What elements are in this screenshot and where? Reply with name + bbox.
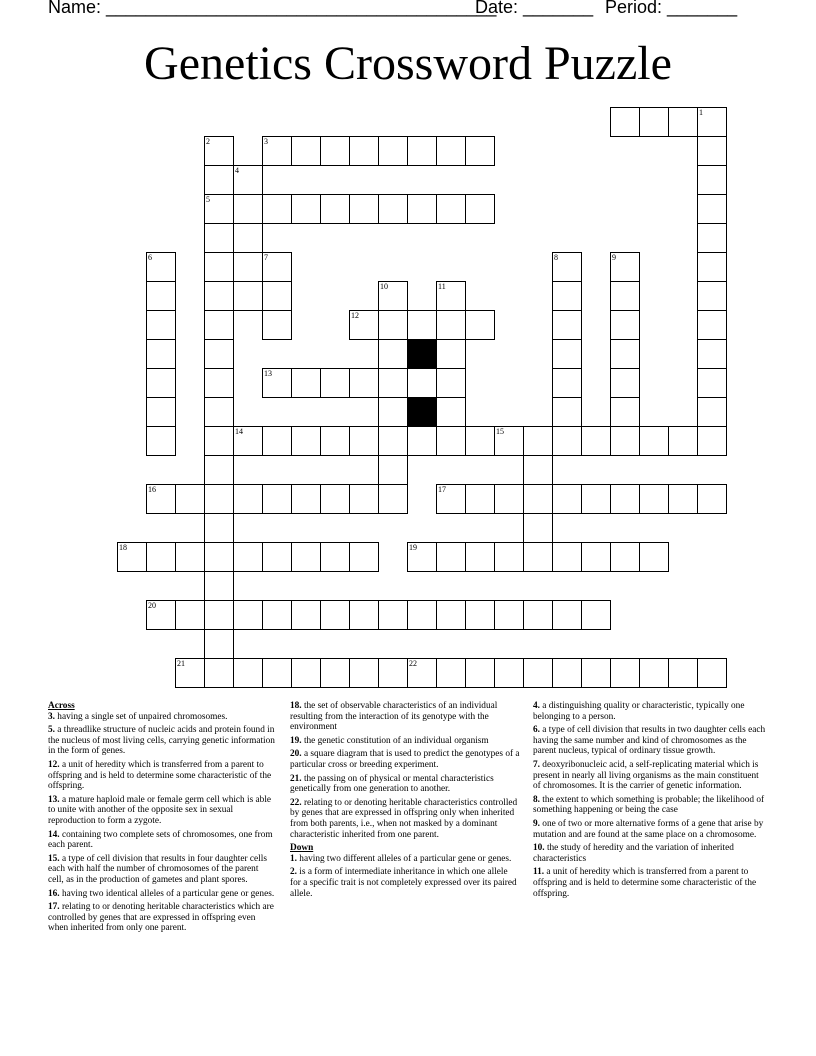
down-clue	[533, 843, 767, 864]
crossword-cell[interactable]	[610, 542, 640, 572]
crossword-cell[interactable]	[204, 455, 234, 485]
crossword-cell[interactable]	[436, 368, 466, 398]
crossword-cell[interactable]	[233, 252, 263, 282]
crossword-cell[interactable]	[436, 484, 466, 514]
crossword-cell[interactable]	[204, 513, 234, 543]
crossword-cell[interactable]	[175, 600, 205, 630]
clue-text: a type of cell division that results in two daughter cells each having the same number and kind of chromosomes as the parent nucleus, typical of ordinary tissue growth.	[533, 725, 766, 757]
crossword-cell[interactable]	[610, 658, 640, 688]
crossword-cell[interactable]	[117, 542, 147, 572]
crossword-cell[interactable]	[320, 658, 350, 688]
clue-text: one of two or more alternative forms of a gene that arise by mutation and are found at the same place on a chromosome.	[533, 818, 764, 840]
crossword-cell[interactable]	[291, 600, 321, 630]
clue-text: the genetic constitution of an individual organism	[301, 735, 489, 746]
crossword-cell[interactable]	[407, 658, 437, 688]
crossword-cell[interactable]	[523, 426, 553, 456]
clue-number-label: 7.	[533, 759, 540, 770]
clue-text: having two identical alleles of a particular gene or genes.	[59, 888, 275, 899]
crossword-cell[interactable]	[697, 484, 727, 514]
clue-number-label: 11.	[533, 867, 545, 878]
crossword-cell[interactable]	[204, 368, 234, 398]
down-clue	[533, 795, 767, 816]
clue-number-label: 5.	[48, 725, 55, 736]
across-heading: Across	[48, 701, 75, 711]
crossword-cell[interactable]	[697, 368, 727, 398]
crossword-cell[interactable]	[465, 658, 495, 688]
crossword-cell[interactable]	[697, 310, 727, 340]
crossword-cell[interactable]	[204, 281, 234, 311]
crossword-cell[interactable]	[378, 397, 408, 427]
crossword-cell[interactable]	[436, 397, 466, 427]
crossword-cell[interactable]	[552, 281, 582, 311]
clue-number-label: 1.	[290, 853, 297, 864]
crossword-cell[interactable]	[320, 542, 350, 572]
crossword-cell[interactable]	[581, 542, 611, 572]
crossword-cell[interactable]	[204, 426, 234, 456]
crossword-cell[interactable]	[552, 484, 582, 514]
clue-number: 20	[148, 601, 156, 610]
crossword-cell[interactable]	[378, 600, 408, 630]
down-clue-list-continued	[533, 701, 767, 899]
crossword-cell[interactable]	[146, 542, 176, 572]
across-clue	[290, 749, 520, 770]
crossword-cell[interactable]	[262, 194, 292, 224]
crossword-cell[interactable]	[523, 542, 553, 572]
crossword-cell[interactable]	[465, 600, 495, 630]
clue-text: the extent to which something is probable; the likelihood of something happening or being the case	[533, 794, 765, 816]
crossword-cell[interactable]	[436, 194, 466, 224]
clue-text: having two different alleles of a particular gene or genes.	[296, 853, 512, 864]
crossword-cell[interactable]	[378, 339, 408, 369]
crossword-cell[interactable]	[349, 484, 379, 514]
clue-number: 3	[264, 137, 268, 146]
crossword-cell[interactable]	[552, 542, 582, 572]
crossword-cell[interactable]	[262, 281, 292, 311]
crossword-cell[interactable]	[233, 165, 263, 195]
clue-number: 16	[148, 485, 156, 494]
crossword-cell[interactable]	[552, 397, 582, 427]
crossword-cell[interactable]	[668, 426, 698, 456]
date-field[interactable]: Date: _______	[475, 0, 594, 17]
clue-number: 10	[380, 282, 388, 291]
crossword-cell[interactable]	[639, 658, 669, 688]
crossword-cell[interactable]	[146, 484, 176, 514]
crossword-cell[interactable]	[610, 252, 640, 282]
across-clue	[48, 760, 276, 792]
crossword-cell[interactable]	[320, 194, 350, 224]
crossword-cell[interactable]	[175, 484, 205, 514]
crossword-cell[interactable]	[378, 281, 408, 311]
clue-number: 6	[148, 253, 152, 262]
crossword-cell[interactable]	[291, 658, 321, 688]
crossword-cell[interactable]	[233, 426, 263, 456]
crossword-cell[interactable]	[407, 600, 437, 630]
across-clue	[48, 854, 276, 886]
crossword-cell[interactable]	[320, 600, 350, 630]
clues-column-2	[290, 701, 520, 902]
crossword-cell[interactable]	[610, 310, 640, 340]
clue-number-label: 9.	[533, 818, 540, 829]
crossword-cell[interactable]	[291, 542, 321, 572]
crossword-cell[interactable]	[407, 310, 437, 340]
crossword-cell[interactable]	[668, 484, 698, 514]
crossword-cell[interactable]	[610, 107, 640, 137]
across-clue	[290, 798, 520, 840]
crossword-cell[interactable]	[668, 107, 698, 137]
crossword-cell[interactable]	[233, 281, 263, 311]
clue-number-label: 2.	[290, 867, 297, 878]
crossword-cell[interactable]	[291, 484, 321, 514]
crossword-cell[interactable]	[291, 426, 321, 456]
crossword-cell[interactable]	[697, 165, 727, 195]
clue-number-label: 17.	[48, 902, 60, 913]
crossword-cell[interactable]	[204, 194, 234, 224]
crossword-cell[interactable]	[175, 542, 205, 572]
crossword-cell[interactable]	[320, 368, 350, 398]
crossword-cell[interactable]	[378, 658, 408, 688]
crossword-cell[interactable]	[610, 339, 640, 369]
crossword-cell[interactable]	[552, 339, 582, 369]
crossword-cell[interactable]	[204, 629, 234, 659]
clue-number-label: 18.	[290, 701, 302, 711]
crossword-cell[interactable]	[407, 194, 437, 224]
crossword-cell[interactable]	[349, 658, 379, 688]
clue-number-label: 21.	[290, 773, 302, 784]
crossword-cell[interactable]	[552, 368, 582, 398]
down-clue	[290, 867, 520, 899]
crossword-cell[interactable]	[465, 194, 495, 224]
down-clue	[533, 701, 767, 722]
crossword-cell[interactable]	[146, 310, 176, 340]
clue-number: 22	[409, 659, 417, 668]
crossword-cell[interactable]	[204, 310, 234, 340]
crossword-cell[interactable]	[697, 223, 727, 253]
crossword-cell[interactable]	[697, 194, 727, 224]
clue-number-label: 14.	[48, 829, 60, 840]
clue-number-label: 15.	[48, 853, 60, 864]
across-clue	[48, 889, 276, 900]
crossword-cell[interactable]	[465, 136, 495, 166]
crossword-cell[interactable]	[494, 600, 524, 630]
crossword-cell[interactable]	[436, 339, 466, 369]
clue-text: a type of cell division that results in four daughter cells each with half the number of chromosomes of the parent cell, as in the production of gametes and plant spores.	[48, 853, 267, 885]
crossword-cell[interactable]	[523, 484, 553, 514]
crossword-cell[interactable]	[262, 658, 292, 688]
crossword-cell[interactable]	[523, 600, 553, 630]
crossword-cell[interactable]	[349, 194, 379, 224]
crossword-cell[interactable]	[291, 368, 321, 398]
clues-column-3	[533, 701, 767, 902]
crossword-cell[interactable]	[697, 136, 727, 166]
clue-number-label: 8.	[533, 794, 540, 805]
clue-number-label: 19.	[290, 735, 302, 746]
down-clue	[533, 760, 767, 792]
crossword-cell[interactable]	[204, 136, 234, 166]
crossword-cell[interactable]	[697, 281, 727, 311]
crossword-cell[interactable]	[146, 397, 176, 427]
crossword-cell[interactable]	[204, 571, 234, 601]
crossword-cell[interactable]	[320, 484, 350, 514]
crossword-cell[interactable]	[697, 658, 727, 688]
crossword-cell[interactable]	[204, 252, 234, 282]
clue-text: containing two complete sets of chromosomes, one from each parent.	[48, 829, 273, 851]
crossword-cell[interactable]	[291, 136, 321, 166]
crossword-cell[interactable]	[146, 426, 176, 456]
clue-number: 12	[351, 311, 359, 320]
clue-number-label: 13.	[48, 794, 60, 805]
name-field[interactable]: Name: _______________________________________	[48, 0, 497, 17]
crossword-cell[interactable]	[378, 136, 408, 166]
crossword-cell[interactable]	[233, 484, 263, 514]
clue-text: a mature haploid male or female germ cell which is able to unite with another of the opposite sex in sexual reproduction to form a zygote.	[48, 794, 272, 826]
clue-text: a square diagram that is used to predict the genotypes of a particular cross or breeding experiment.	[290, 749, 520, 770]
crossword-cell[interactable]	[378, 484, 408, 514]
crossword-cell[interactable]	[378, 426, 408, 456]
crossword-cell[interactable]	[262, 252, 292, 282]
down-heading: Down	[290, 843, 314, 854]
crossword-cell[interactable]	[407, 542, 437, 572]
crossword-cell[interactable]	[523, 658, 553, 688]
across-clue	[48, 712, 276, 723]
crossword-cell[interactable]	[552, 426, 582, 456]
clue-number: 14	[235, 427, 243, 436]
across-clue	[48, 902, 276, 934]
crossword-cell[interactable]	[610, 281, 640, 311]
crossword-cell[interactable]	[610, 426, 640, 456]
crossword-cell[interactable]	[523, 455, 553, 485]
crossword-cell[interactable]	[436, 281, 466, 311]
crossword-cell[interactable]	[175, 658, 205, 688]
clue-number: 7	[264, 253, 268, 262]
crossword-cell[interactable]	[407, 426, 437, 456]
across-clue-list	[48, 712, 276, 934]
crossword-cell[interactable]	[262, 368, 292, 398]
crossword-cell[interactable]	[262, 136, 292, 166]
crossword-cell[interactable]	[436, 542, 466, 572]
crossword-cell[interactable]	[436, 600, 466, 630]
crossword-cell[interactable]	[233, 600, 263, 630]
crossword-cell[interactable]	[407, 136, 437, 166]
clue-number-label: 4.	[533, 701, 540, 711]
crossword-cell[interactable]	[639, 484, 669, 514]
clue-number: 5	[206, 195, 210, 204]
crossword-cell[interactable]	[291, 194, 321, 224]
clue-text: a distinguishing quality or characteristic, typically one belonging to a person.	[533, 701, 745, 722]
clue-number: 18	[119, 543, 127, 552]
crossword-cell[interactable]	[320, 426, 350, 456]
clue-text: relating to or denoting heritable characteristics which are controlled by genes that are expressed in offspring even when inherited from only one parent.	[48, 902, 274, 934]
clue-text: a unit of heredity which is transferred from a parent to offspring and is held to determine some characteristic of the offspring.	[533, 867, 757, 899]
down-clue	[533, 819, 767, 840]
clue-number-label: 6.	[533, 725, 540, 736]
crossword-cell[interactable]	[610, 397, 640, 427]
clue-number: 4	[235, 166, 239, 175]
clue-number: 11	[438, 282, 446, 291]
crossword-cell[interactable]	[349, 600, 379, 630]
across-clue	[48, 725, 276, 757]
clue-number-label: 20.	[290, 749, 302, 760]
crossword-cell[interactable]	[581, 484, 611, 514]
across-clue	[48, 795, 276, 827]
crossword-cell[interactable]	[349, 368, 379, 398]
down-clue	[533, 867, 767, 899]
crossword-cell[interactable]	[639, 107, 669, 137]
crossword-cell[interactable]	[320, 136, 350, 166]
crossword-cell[interactable]	[262, 310, 292, 340]
crossword-cell[interactable]	[378, 368, 408, 398]
crossword-cell[interactable]	[465, 484, 495, 514]
clue-text: a threadlike structure of nucleic acids and protein found in the nucleus of most living cells, carrying genetic information in the form of genes.	[48, 725, 275, 757]
crossword-cell[interactable]	[494, 484, 524, 514]
crossword-cell[interactable]	[378, 455, 408, 485]
clue-number: 21	[177, 659, 185, 668]
crossword-cell[interactable]	[262, 484, 292, 514]
page-title: Genetics Crossword Puzzle	[144, 37, 672, 90]
clue-text: relating to or denoting heritable characteristics controlled by genes that are expressed in offspring only when inherited from both parents, i.e., when not masked by a dominant characteristic inherited from one parent.	[290, 797, 518, 840]
crossword-cell[interactable]	[465, 310, 495, 340]
across-clue	[48, 830, 276, 851]
clue-number: 19	[409, 543, 417, 552]
clue-text: the study of heredity and the variation of inherited characteristics	[533, 843, 734, 864]
crossword-cell[interactable]	[552, 600, 582, 630]
crossword-cell[interactable]	[146, 600, 176, 630]
crossword-cell[interactable]	[204, 165, 234, 195]
crossword-cell[interactable]	[697, 252, 727, 282]
crossword-cell[interactable]	[378, 310, 408, 340]
clue-text: deoxyribonucleic acid, a self-replicating material which is present in nearly all living organisms as the main constituent of chromosomes. It is the carrier of genetic information.	[533, 759, 759, 792]
crossword-cell[interactable]	[436, 426, 466, 456]
crossword-cell[interactable]	[204, 484, 234, 514]
crossword-cell[interactable]	[610, 368, 640, 398]
crossword-cell[interactable]	[204, 339, 234, 369]
clue-text: is a form of intermediate inheritance in which one allele for a specific trait is not completely expressed over its paired allele.	[290, 867, 517, 899]
crossword-cell[interactable]	[204, 542, 234, 572]
crossword-cell[interactable]	[349, 136, 379, 166]
crossword-cell[interactable]	[668, 658, 698, 688]
clue-number-label: 22.	[290, 797, 302, 808]
black-square	[407, 397, 437, 427]
crossword-cell[interactable]	[262, 426, 292, 456]
clue-number: 2	[206, 137, 210, 146]
crossword-cell[interactable]	[697, 107, 727, 137]
crossword-cell[interactable]	[494, 542, 524, 572]
crossword-cell[interactable]	[146, 368, 176, 398]
clues-column-1	[48, 701, 276, 937]
crossword-cell[interactable]	[436, 136, 466, 166]
crossword-cell[interactable]	[378, 194, 408, 224]
crossword-cell[interactable]	[494, 658, 524, 688]
crossword-cell[interactable]	[349, 542, 379, 572]
crossword-cell[interactable]	[523, 513, 553, 543]
black-square	[407, 339, 437, 369]
crossword-cell[interactable]	[436, 310, 466, 340]
clue-text: having a single set of unpaired chromosomes.	[54, 711, 228, 722]
crossword-cell[interactable]	[233, 658, 263, 688]
clue-text: a unit of heredity which is transferred from a parent to offspring and is held to determine some characteristic of the offspring.	[48, 759, 272, 792]
crossword-cell[interactable]	[465, 542, 495, 572]
clue-number: 17	[438, 485, 446, 494]
crossword-cell[interactable]	[262, 542, 292, 572]
crossword-cell[interactable]	[146, 339, 176, 369]
crossword-cell[interactable]	[610, 484, 640, 514]
clue-number-label: 16.	[48, 888, 60, 899]
crossword-cell[interactable]	[233, 542, 263, 572]
across-clue-list-continued	[290, 701, 520, 840]
clue-number-label: 3.	[48, 711, 55, 722]
crossword-cell[interactable]	[552, 310, 582, 340]
crossword-cell[interactable]	[233, 194, 263, 224]
clue-number: 9	[612, 253, 616, 262]
down-clue	[533, 725, 767, 757]
clue-text: the set of observable characteristics of an individual resulting from the interaction of its genotype with the environment	[290, 701, 498, 733]
clue-number: 8	[554, 253, 558, 262]
crossword-cell[interactable]	[639, 426, 669, 456]
crossword-cell[interactable]	[204, 658, 234, 688]
across-clue	[290, 736, 520, 747]
crossword-cell[interactable]	[146, 281, 176, 311]
crossword-cell[interactable]	[204, 600, 234, 630]
clue-number-label: 10.	[533, 843, 545, 854]
down-clue	[290, 854, 520, 865]
crossword-cell[interactable]	[697, 397, 727, 427]
crossword-cell[interactable]	[697, 426, 727, 456]
clue-number: 15	[496, 427, 504, 436]
crossword-cell[interactable]	[349, 426, 379, 456]
across-clue	[290, 701, 520, 733]
crossword-cell[interactable]	[552, 658, 582, 688]
crossword-cell[interactable]	[697, 339, 727, 369]
crossword-cell[interactable]	[552, 252, 582, 282]
period-field[interactable]: Period: _______	[605, 0, 738, 17]
crossword-cell[interactable]	[581, 426, 611, 456]
crossword-cell[interactable]	[204, 397, 234, 427]
crossword-cell[interactable]	[465, 426, 495, 456]
crossword-cell[interactable]	[581, 600, 611, 630]
clue-number-label: 12.	[48, 759, 60, 770]
crossword-cell[interactable]	[639, 542, 669, 572]
crossword-cell[interactable]	[436, 658, 466, 688]
crossword-cell[interactable]	[349, 310, 379, 340]
crossword-cell[interactable]	[494, 426, 524, 456]
crossword-cell[interactable]	[146, 252, 176, 282]
clue-number: 1	[699, 108, 703, 117]
down-clue-list	[290, 854, 520, 899]
across-clue	[290, 774, 520, 795]
crossword-cell[interactable]	[262, 600, 292, 630]
crossword-cell[interactable]	[204, 223, 234, 253]
crossword-cell[interactable]	[233, 223, 263, 253]
clue-number: 13	[264, 369, 272, 378]
clue-text: the passing on of physical or mental characteristics genetically from one generation to another.	[290, 773, 494, 795]
crossword-cell[interactable]	[581, 658, 611, 688]
